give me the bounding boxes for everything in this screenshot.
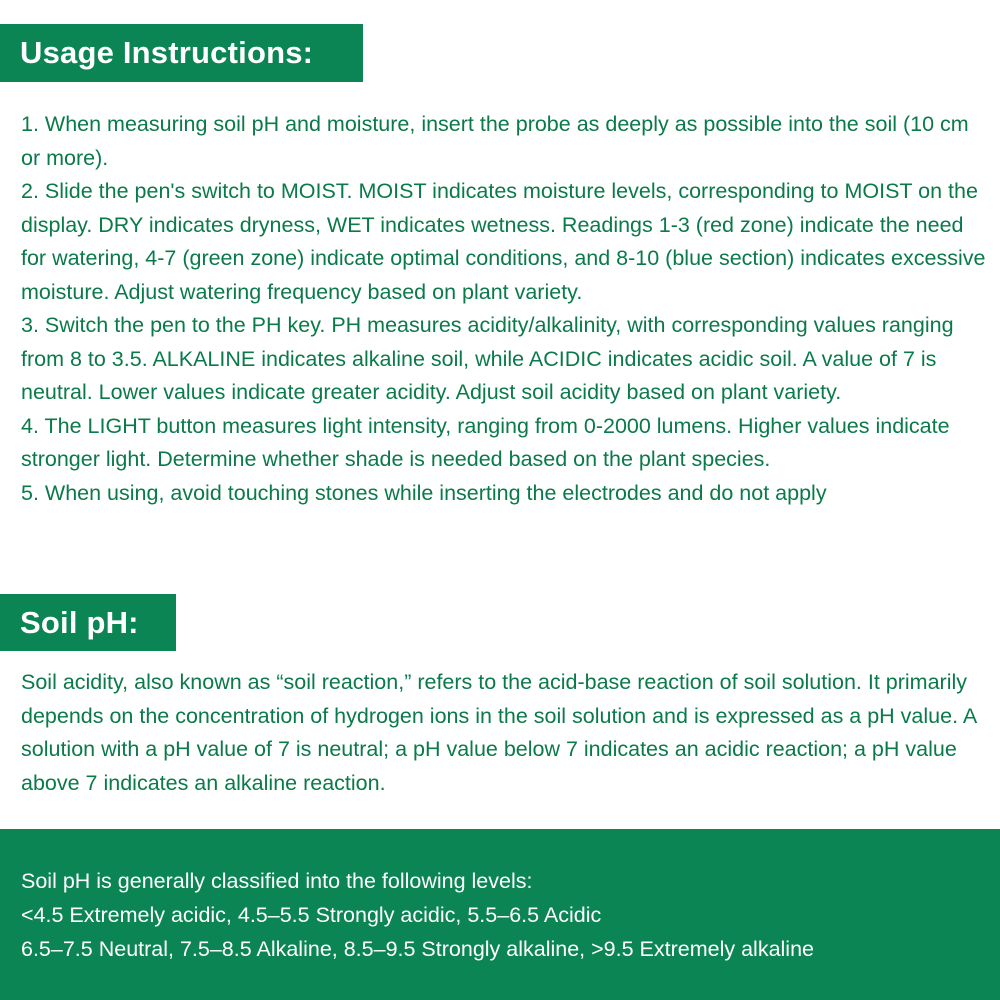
ph-levels-panel — [0, 829, 1000, 1000]
usage-item-1: 1. When measuring soil pH and moisture, insert the probe as deeply as possible into the soil (10 cm or more). — [21, 112, 969, 170]
ph-levels-intro: Soil pH is generally classified into the following levels: — [21, 869, 533, 893]
usage-item-2: 2. Slide the pen's switch to MOIST. MOIST indicates moisture levels, corresponding to MOIST on the display. DRY indicates dryness, WET indicates wetness. Readings 1-3 (red zone) indicate the need for watering, 4-7 (green zone) indicate optimal conditions, and 8-10 (blue section) indicates excessive moisture. Adjust watering frequency based on plant variety. — [21, 179, 986, 304]
soil-ph-paragraph: Soil acidity, also known as “soil reaction,” refers to the acid-base reaction of soil solution. It primarily depends on the concentration of hydrogen ions in the soil solution and is expressed as a pH value. A solution with a pH value of 7 is neutral; a pH value below 7 indicates an acidic reaction; a pH value above 7 indicates an alkaline reaction. — [21, 670, 976, 795]
soil-ph-heading — [0, 594, 176, 651]
usage-instructions-list — [21, 108, 986, 510]
usage-item-3: 3. Switch the pen to the PH key. PH measures acidity/alkalinity, with corresponding values ranging from 8 to 3.5. ALKALINE indicates alkaline soil, while ACIDIC indicates acidic soil. A value of 7 is neutral. Lower values indicate greater acidity. Adjust soil acidity based on plant variety. — [21, 313, 954, 404]
ph-levels-line-1: <4.5 Extremely acidic, 4.5–5.5 Strongly acidic, 5.5–6.5 Acidic — [21, 903, 602, 927]
soil-ph-title: Soil pH: — [20, 604, 139, 640]
usage-instructions-heading — [0, 24, 363, 82]
usage-instructions-title: Usage Instructions: — [20, 35, 314, 70]
ph-levels-text — [21, 864, 986, 966]
ph-levels-line-2: 6.5–7.5 Neutral, 7.5–8.5 Alkaline, 8.5–9.5 Strongly alkaline, >9.5 Extremely alkaline — [21, 937, 815, 961]
soil-ph-description — [21, 666, 986, 800]
usage-item-5: 5. When using, avoid touching stones while inserting the electrodes and do not apply — [21, 480, 827, 505]
usage-item-4: 4. The LIGHT button measures light intensity, ranging from 0-2000 lumens. Higher values indicate stronger light. Determine whether shade is needed based on the plant species. — [21, 413, 950, 471]
